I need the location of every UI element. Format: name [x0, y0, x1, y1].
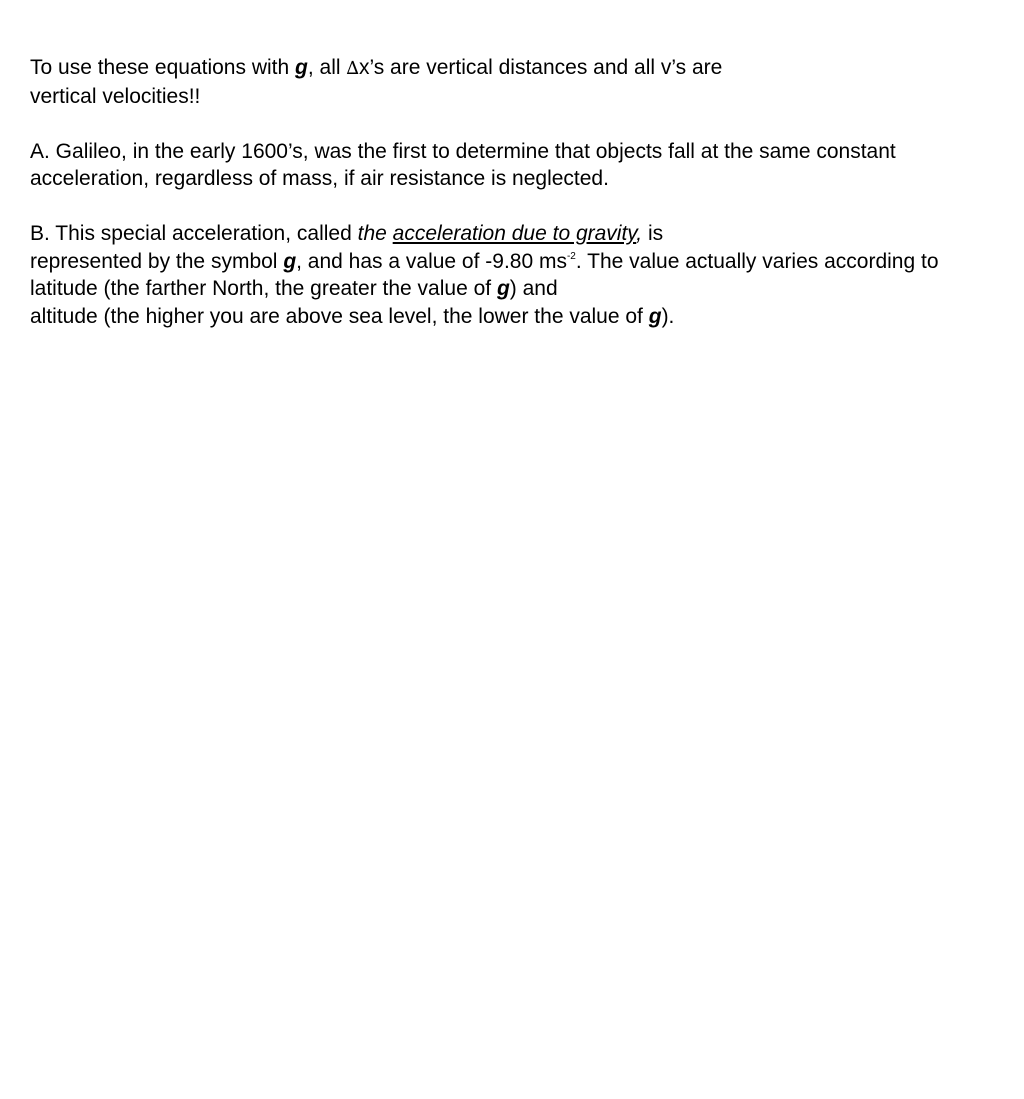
point-a-line-2: acceleration, regardless of mass, if air resistance is neglected. [30, 167, 609, 190]
intro-line-2: vertical velocities!! [30, 84, 201, 108]
gravity-symbol: g [283, 249, 297, 273]
point-b-text-4b: ). [661, 304, 675, 328]
gravity-symbol: g [496, 277, 510, 300]
intro-text-1b: , all [307, 56, 347, 79]
paragraph-spacer [30, 193, 1024, 221]
point-b-line-2 [30, 248, 1024, 276]
point-b-text-3b: ) and [509, 277, 558, 300]
point-b-text-1b: is [642, 222, 664, 245]
delta-symbol: ∆ [346, 58, 359, 79]
point-a-paragraph [30, 138, 1024, 193]
point-b-text-1a: B. This special acceleration, called [30, 222, 358, 245]
point-b-line-3 [30, 275, 1024, 303]
gravity-symbol: g [295, 56, 308, 79]
point-b-text-2a: represented by the symbol [30, 249, 284, 273]
document-page [30, 54, 1024, 330]
term-article: the [357, 222, 387, 245]
intro-line-1 [30, 54, 1024, 83]
term-comma: , [636, 222, 643, 245]
intro-paragraph [30, 54, 1024, 110]
gravity-symbol: g [648, 304, 662, 328]
intro-text-1c: x’s are vertical distances and all v’s are [358, 56, 723, 79]
point-b-text-2c: . The value actually varies according to [575, 249, 939, 273]
defined-term: acceleration due to gravity [392, 222, 637, 245]
point-b-line-1 [30, 220, 1024, 248]
paragraph-spacer [30, 110, 1024, 138]
point-b-text-2b: , and has a value of -9.80 ms [296, 249, 567, 273]
point-b-text-4a: altitude (the higher you are above sea level, the lower the value of [30, 304, 649, 328]
point-b-paragraph [30, 220, 1024, 330]
intro-text-1a: To use these equations with [30, 56, 296, 79]
point-b-text-3a: latitude (the farther North, the greater the value of [30, 277, 497, 300]
point-a-line-1: A. Galileo, in the early 1600’s, was the first to determine that objects fall at the same constant [30, 139, 896, 163]
unit-exponent: -2 [566, 250, 576, 262]
point-b-line-4 [30, 303, 1024, 331]
